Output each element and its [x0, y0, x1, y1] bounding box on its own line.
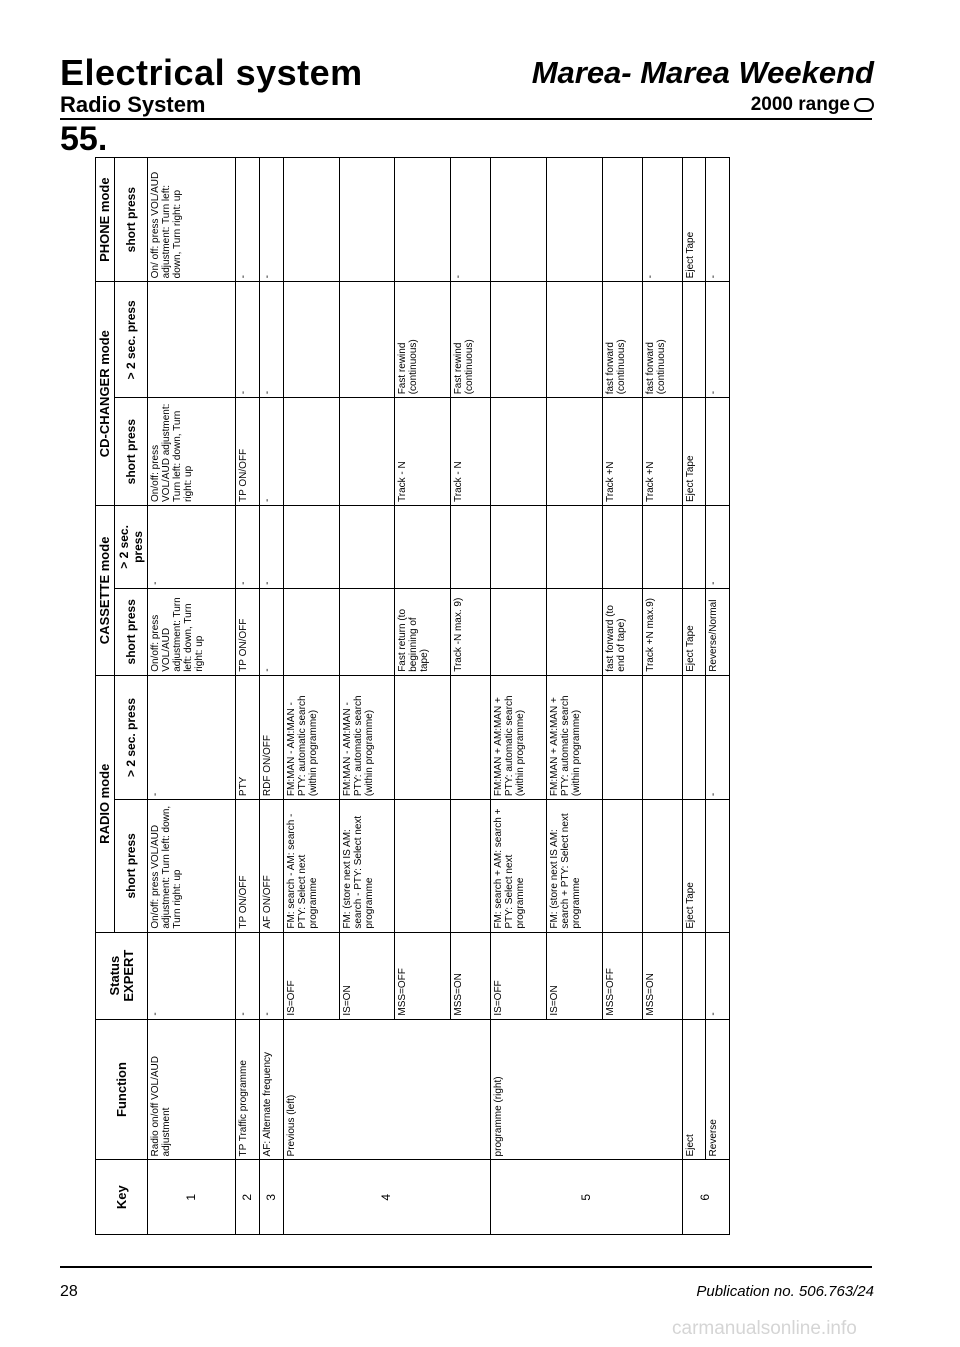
cell-radio-short: FM: search - AM: search - PTY: Select next programme	[283, 800, 339, 933]
cell-cd-short: On/off: press VOL/AUD adjustment: Turn left: down, Turn right: up	[148, 398, 236, 506]
cell-cassette-long	[395, 505, 451, 588]
cell-status: IS=ON	[547, 932, 603, 1019]
cell-status: IS=ON	[339, 932, 395, 1019]
cell-function: programme (right)	[491, 1019, 683, 1160]
cell-function: AF: Alternate frequency	[259, 1019, 283, 1160]
cell-function: Previous (left)	[283, 1019, 491, 1160]
cell-phone-short: -	[259, 158, 283, 282]
cell-cd-short	[547, 398, 603, 506]
cell-phone-short: Eject Tape	[682, 158, 706, 282]
cell-cassette-short: -	[259, 588, 283, 675]
cell-radio-long: FM:MAN + AM:MAN + PTY: automatic search (within programme)	[491, 675, 547, 799]
table-row	[283, 158, 339, 1235]
cell-phone-short: -	[236, 158, 260, 282]
footer-rule	[60, 1266, 872, 1268]
header-radio: RADIO mode	[96, 675, 115, 932]
subheader-radio-long: > 2 sec. press	[115, 675, 148, 799]
cell-cassette-short: Track +N max.9)	[643, 588, 683, 675]
cell-radio-short: FM: (store next IS AM: search + PTY: Select next programme	[547, 800, 603, 933]
subheader-cd-long: > 2 sec. press	[115, 282, 148, 398]
cell-cd-long: -	[706, 282, 730, 398]
cell-cd-short	[706, 398, 730, 506]
section-subtitle: Radio System	[60, 92, 206, 117]
cell-cd-long	[547, 282, 603, 398]
cell-cd-long	[491, 282, 547, 398]
cell-cd-long: fast forward (continuous)	[643, 282, 683, 398]
cell-cassette-short	[283, 588, 339, 675]
cell-cd-long: Fast rewind (continuous)	[395, 282, 451, 398]
cell-cassette-long	[283, 505, 339, 588]
cell-radio-long: PTY	[236, 675, 260, 799]
cell-cd-short: Track +N	[643, 398, 683, 506]
cell-function: Reverse	[706, 1019, 730, 1160]
cell-cd-long	[682, 282, 706, 398]
cell-key: 2	[236, 1160, 260, 1235]
cell-cassette-short	[547, 588, 603, 675]
cell-function: Radio on/off VOL/AUD adjustment	[148, 1019, 236, 1160]
cell-cassette-short: Fast return (to beginning of tape)	[395, 588, 451, 675]
cell-cd-long: Fast rewind (continuous)	[451, 282, 491, 398]
header-cassette: CASSETTE mode	[96, 505, 115, 675]
cell-cassette-short: TP ON/OFF	[236, 588, 260, 675]
cell-cassette-long	[643, 505, 683, 588]
cell-phone-short: -	[706, 158, 730, 282]
page-number: 28	[60, 1283, 78, 1300]
cell-cd-short: Track - N	[451, 398, 491, 506]
function-table-container	[95, 157, 730, 1235]
cell-key: 4	[283, 1160, 491, 1235]
cell-radio-long: RDF ON/OFF	[259, 675, 283, 799]
cell-cassette-short: On/off: press VOL/AUD adjustment: Turn left: down, Turn right: up	[148, 588, 236, 675]
cell-cassette-long	[682, 505, 706, 588]
cell-cassette-long: -	[236, 505, 260, 588]
cell-cassette-long	[491, 505, 547, 588]
cell-phone-short	[339, 158, 395, 282]
cell-phone-short	[283, 158, 339, 282]
cell-radio-short: Eject Tape	[682, 800, 706, 933]
cell-cassette-long: -	[259, 505, 283, 588]
cell-radio-long	[395, 675, 451, 799]
page-header-right	[532, 54, 874, 118]
table-row	[148, 158, 236, 1235]
cell-status: MSS=OFF	[395, 932, 451, 1019]
cell-radio-long: FM:MAN - AM:MAN - PTY: automatic search (within programme)	[283, 675, 339, 799]
cell-status: MSS=ON	[643, 932, 683, 1019]
cell-radio-long: -	[148, 675, 236, 799]
table-header-row	[96, 158, 115, 1235]
cell-cd-long: -	[259, 282, 283, 398]
range-text: 2000 range	[750, 94, 850, 115]
cell-radio-short	[603, 800, 643, 933]
cell-cd-long	[283, 282, 339, 398]
cell-key: 6	[682, 1160, 729, 1235]
cell-radio-short: TP ON/OFF	[236, 800, 260, 933]
cell-function: Eject	[682, 1019, 706, 1160]
cell-radio-short: FM: search + AM: search + PTY: Select next programme	[491, 800, 547, 933]
cell-status: -	[706, 932, 730, 1019]
cell-cassette-short	[491, 588, 547, 675]
cell-phone-short: On/ off: press VOL/AUD adjustment: Turn left: down, Turn right: up	[148, 158, 236, 282]
cell-cd-long: fast forward (continuous)	[603, 282, 643, 398]
cell-phone-short	[395, 158, 451, 282]
cell-cd-long	[339, 282, 395, 398]
cell-status: -	[148, 932, 236, 1019]
cell-radio-long: FM:MAN - AM:MAN - PTY: automatic search (within programme)	[339, 675, 395, 799]
cell-cassette-long	[451, 505, 491, 588]
cell-phone-short: -	[451, 158, 491, 282]
cell-cassette-short: fast forward (to end of tape)	[603, 588, 643, 675]
table-row	[259, 158, 283, 1235]
cell-status: MSS=ON	[451, 932, 491, 1019]
cell-cd-long	[148, 282, 236, 398]
cell-radio-long	[643, 675, 683, 799]
cell-status	[682, 932, 706, 1019]
publication-number: Publication no. 506.763/24	[696, 1283, 874, 1300]
cell-cd-short	[491, 398, 547, 506]
cell-cd-short: TP ON/OFF	[236, 398, 260, 506]
cell-radio-short	[706, 800, 730, 933]
cell-status: IS=OFF	[283, 932, 339, 1019]
section-title: Electrical system	[60, 52, 363, 93]
cell-radio-short	[451, 800, 491, 933]
table-row	[236, 158, 260, 1235]
model-name: Marea- Marea Weekend	[531, 55, 874, 90]
header-key: Key	[96, 1160, 148, 1235]
cell-status: MSS=OFF	[603, 932, 643, 1019]
cell-cassette-short: Track -N max. 9)	[451, 588, 491, 675]
cell-radio-long: FM:MAN + AM:MAN + PTY: automatic search (within programme)	[547, 675, 603, 799]
cell-radio-long: -	[706, 675, 730, 799]
cell-status: IS=OFF	[491, 932, 547, 1019]
header-status: Status EXPERT	[96, 932, 148, 1019]
cell-cd-short: Track - N	[395, 398, 451, 506]
cell-cassette-short: Eject Tape	[682, 588, 706, 675]
function-table	[95, 157, 730, 1235]
cell-cd-short: Eject Tape	[682, 398, 706, 506]
header-function: Function	[96, 1019, 148, 1160]
cell-cd-short	[339, 398, 395, 506]
table-row	[682, 158, 706, 1235]
watermark: carmanualsonline.info	[672, 1318, 857, 1339]
cell-radio-short	[395, 800, 451, 933]
cell-phone-short	[547, 158, 603, 282]
cell-radio-long	[682, 675, 706, 799]
cell-radio-short: FM: (store next IS AM: search - PTY: Select next programme	[339, 800, 395, 933]
cell-status: -	[259, 932, 283, 1019]
cell-cassette-short	[339, 588, 395, 675]
cell-phone-short	[491, 158, 547, 282]
table-row	[706, 158, 730, 1235]
cell-key: 5	[491, 1160, 683, 1235]
cell-cd-short: -	[259, 398, 283, 506]
cell-radio-short: On/off: press VOL/AUD adjustment: Turn left: down, Turn right: up	[148, 800, 236, 933]
cell-cassette-long	[339, 505, 395, 588]
cell-cassette-long	[547, 505, 603, 588]
cell-cassette-long: -	[706, 505, 730, 588]
cell-radio-short: AF ON/OFF	[259, 800, 283, 933]
cell-phone-short	[603, 158, 643, 282]
table-row	[491, 158, 547, 1235]
range-label	[532, 92, 874, 118]
page-code: 55.	[60, 120, 108, 158]
cell-cassette-short: Reverse/Normal	[706, 588, 730, 675]
cell-radio-short	[643, 800, 683, 933]
header-phone: PHONE mode	[96, 158, 115, 282]
header-cd: CD-CHANGER mode	[96, 282, 115, 506]
cell-function: TP Traffic programme	[236, 1019, 260, 1160]
cell-cassette-long	[603, 505, 643, 588]
subheader-radio-short: short press	[115, 800, 148, 933]
cell-key: 3	[259, 1160, 283, 1235]
cell-radio-long	[603, 675, 643, 799]
page-header-left	[60, 54, 363, 118]
subheader-cassette-long: > 2 sec. press	[115, 505, 148, 588]
subheader-cassette-short: short press	[115, 588, 148, 675]
subheader-phone-short: short press	[115, 158, 148, 282]
range-icon	[854, 98, 874, 112]
subheader-cd-short: short press	[115, 398, 148, 506]
cell-status: -	[236, 932, 260, 1019]
header-rule	[60, 118, 872, 120]
cell-radio-long	[451, 675, 491, 799]
cell-cd-short	[283, 398, 339, 506]
cell-cassette-long: -	[148, 505, 236, 588]
cell-key: 1	[148, 1160, 236, 1235]
cell-phone-short: -	[643, 158, 683, 282]
cell-cd-short: Track +N	[603, 398, 643, 506]
cell-cd-long: -	[236, 282, 260, 398]
